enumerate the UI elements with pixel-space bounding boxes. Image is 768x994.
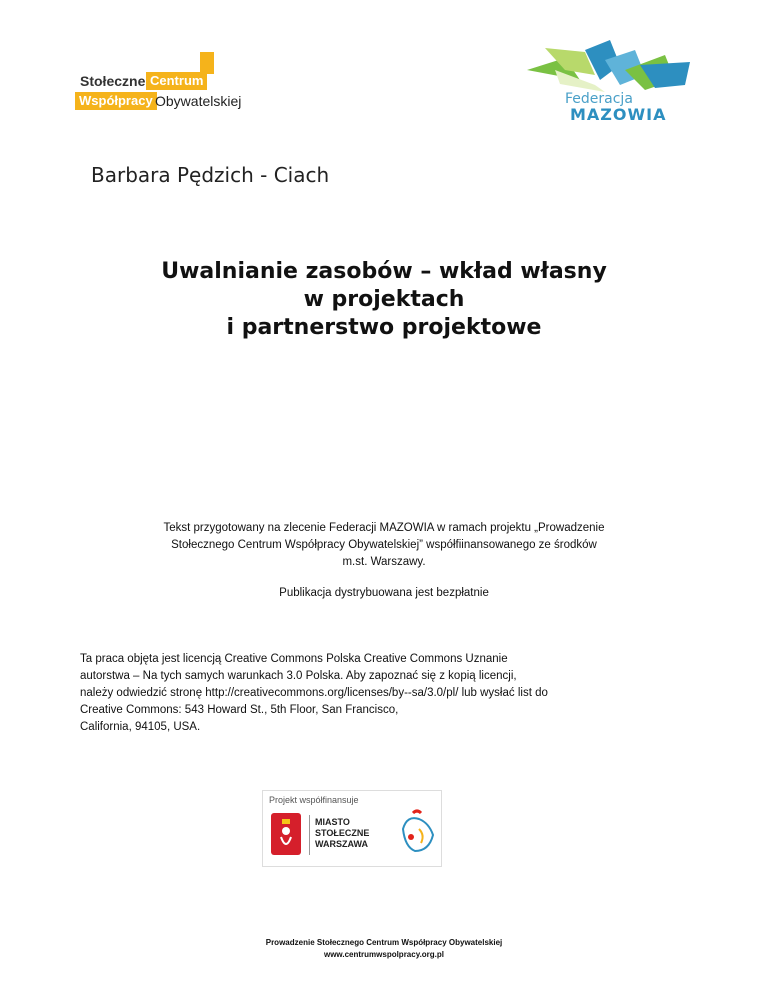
city-name xyxy=(315,817,369,850)
title-line: i partnerstwo projektowe xyxy=(226,315,542,340)
title-line: Uwalnianie zasobów – wkład własny xyxy=(161,259,607,284)
federacja-mazowia-logo xyxy=(525,40,695,125)
city-line: WARSZAWA xyxy=(315,839,368,849)
document-title xyxy=(0,258,768,342)
license-line: autorstwa – Na tych samych warunkach 3.0 Polska. Aby zapoznać się z kopią licencji, xyxy=(80,670,517,682)
license-line: należy odwiedzić stronę http://creativecommons.org/licenses/by--sa/3.0/pl/ lub wysłać list do xyxy=(80,687,548,699)
logo-federacja-text: Federacja xyxy=(565,91,633,107)
logo-word-stoleczne: Stołeczne xyxy=(80,73,146,89)
cofunding-box xyxy=(262,790,442,867)
logo-word-obywatelskiej: Obywatelskiej xyxy=(155,93,242,109)
license-line: California, 94105, USA. xyxy=(80,721,201,733)
license-line: Creative Commons: 543 Howard St., 5th Floor, San Francisco, xyxy=(80,704,399,716)
warsaw-promo-logo-icon xyxy=(399,807,437,857)
intro-line: m.st. Warszawy. xyxy=(342,556,426,568)
footer-url: www.centrumwspolpracy.org.pl xyxy=(323,950,445,959)
divider xyxy=(309,815,310,855)
plus-shape-icon xyxy=(200,52,214,74)
license-line: Ta praca objęta jest licencją Creative Commons Polska Creative Commons Uznanie xyxy=(80,653,508,665)
cofunding-label: Projekt współfinansuje xyxy=(269,795,359,805)
logo-word-wspolpracy: Współpracy xyxy=(75,92,157,110)
footer-org: Prowadzenie Stołecznego Centrum Współpracy Obywatelskiej xyxy=(265,938,503,947)
intro-paragraph xyxy=(110,520,658,571)
ribbon-knot-icon xyxy=(525,40,695,95)
intro-line: Stołecznego Centrum Współpracy Obywatelskiej” współfiinansowanego ze środków xyxy=(171,539,597,551)
intro-line: Tekst przygotowany na zlecenie Federacji MAZOWIA w ramach projektu „Prowadzenie xyxy=(163,522,605,534)
distribution-note: Publikacja dystrybuowana jest bezpłatnie xyxy=(279,587,489,599)
page-footer xyxy=(0,937,768,961)
logo-mazowia-text: MAZOWIA xyxy=(570,105,667,124)
warsaw-crest-icon xyxy=(271,813,301,855)
city-line: STOŁECZNE xyxy=(315,828,370,838)
author-name: Barbara Pędzich - Ciach xyxy=(91,163,330,187)
license-paragraph xyxy=(80,651,690,736)
logo-word-centrum: Centrum xyxy=(146,72,207,90)
scwo-logo xyxy=(75,52,275,114)
city-line: MIASTO xyxy=(315,817,350,827)
title-line: w projektach xyxy=(303,287,465,312)
